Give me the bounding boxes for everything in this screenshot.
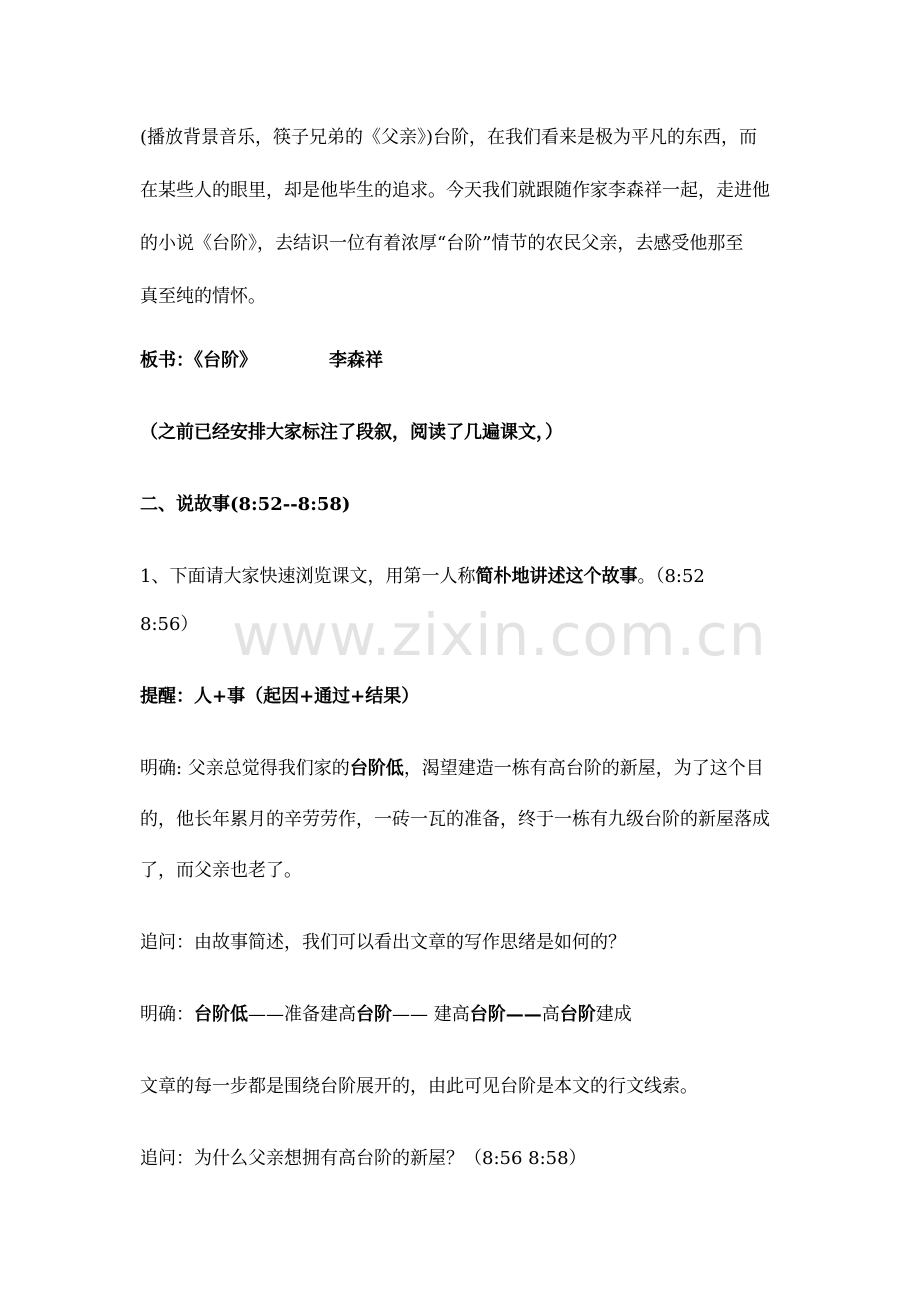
clarify-2-text-1: ——准备建高	[248, 1004, 356, 1025]
task-1-bold: 简朴地讲述这个故事	[475, 566, 638, 587]
intro-line-4: 真至纯的情怀。	[140, 286, 266, 307]
summary-line: 文章的每一步都是围绕台阶展开的，由此可见台阶是本文的行文线索。	[140, 1076, 698, 1097]
task-1-line-2: 8:56）	[140, 614, 199, 635]
clarify-2-bold-3: 台阶——	[469, 1004, 542, 1025]
clarify-1-bold: 台阶低	[349, 758, 404, 779]
task-1-prefix: 1、下面请大家快速浏览课文，用第一人称	[140, 566, 476, 587]
board-label: 板书：《台阶》	[140, 350, 257, 371]
task-1-suffix: 。（8:52	[637, 566, 705, 587]
clarify-2-text-4: 建成	[595, 1004, 632, 1025]
clarify-1-line-3: 了，而父亲也老了。	[140, 860, 302, 881]
clarify-2-bold-2: 台阶	[356, 1004, 392, 1025]
clarify-2-text-2: —— 建高	[392, 1004, 470, 1025]
intro-line-3: 的小说《台阶》，去结识一位有着浓厚“台阶”情节的农民父亲，去感受他那至	[140, 233, 744, 254]
note-line: （之前已经安排大家标注了段叙，阅读了几遍课文，）	[140, 422, 563, 443]
clarify-2-bold-1: 台阶低	[194, 1004, 248, 1025]
clarify-1-line-1	[140, 756, 764, 782]
clarify-2-line	[140, 1002, 632, 1028]
intro-line-2: 在某些人的眼里，却是他毕生的追求。今天我们就跟随作家李森祥一起，走进他	[140, 180, 770, 201]
clarify-2-text-3: 高	[541, 1004, 560, 1025]
section-2-title: 二、说故事(8:52--8:58)	[140, 494, 351, 515]
board-author: 李森祥	[329, 350, 383, 371]
clarify-1-text-2: ，渴望建造一栋有高台阶的新屋，为了这个目	[403, 758, 764, 779]
clarify-2-bold-4: 台阶	[559, 1004, 596, 1025]
watermark: www.zixin.com.cn	[232, 601, 767, 669]
intro-line-1: (播放背景音乐，筷子兄弟的《父亲》)台阶，在我们看来是极为平凡的东西，而	[140, 127, 758, 148]
task-1-line-1	[140, 564, 705, 590]
clarify-1-text-1: 父亲总觉得我们家的	[182, 758, 350, 779]
clarify-2-prefix: 明确：	[140, 1004, 194, 1025]
clarify-1-line-2: 的，他长年累月的辛劳劳作，一砖一瓦的准备，终于一栋有九级台阶的新屋落成	[140, 809, 770, 830]
question-1-line: 追问：由故事简述，我们可以看出文章的写作思绪是如何的？	[140, 932, 626, 953]
hint-line: 提醒：人+事（起因+通过+结果）	[140, 686, 420, 707]
question-2-line: 追问：为什么父亲想拥有高台阶的新屋？（8:56 8:58）	[140, 1148, 587, 1169]
board-line	[140, 348, 383, 374]
clarify-1-prefix: 明确:	[140, 758, 183, 779]
